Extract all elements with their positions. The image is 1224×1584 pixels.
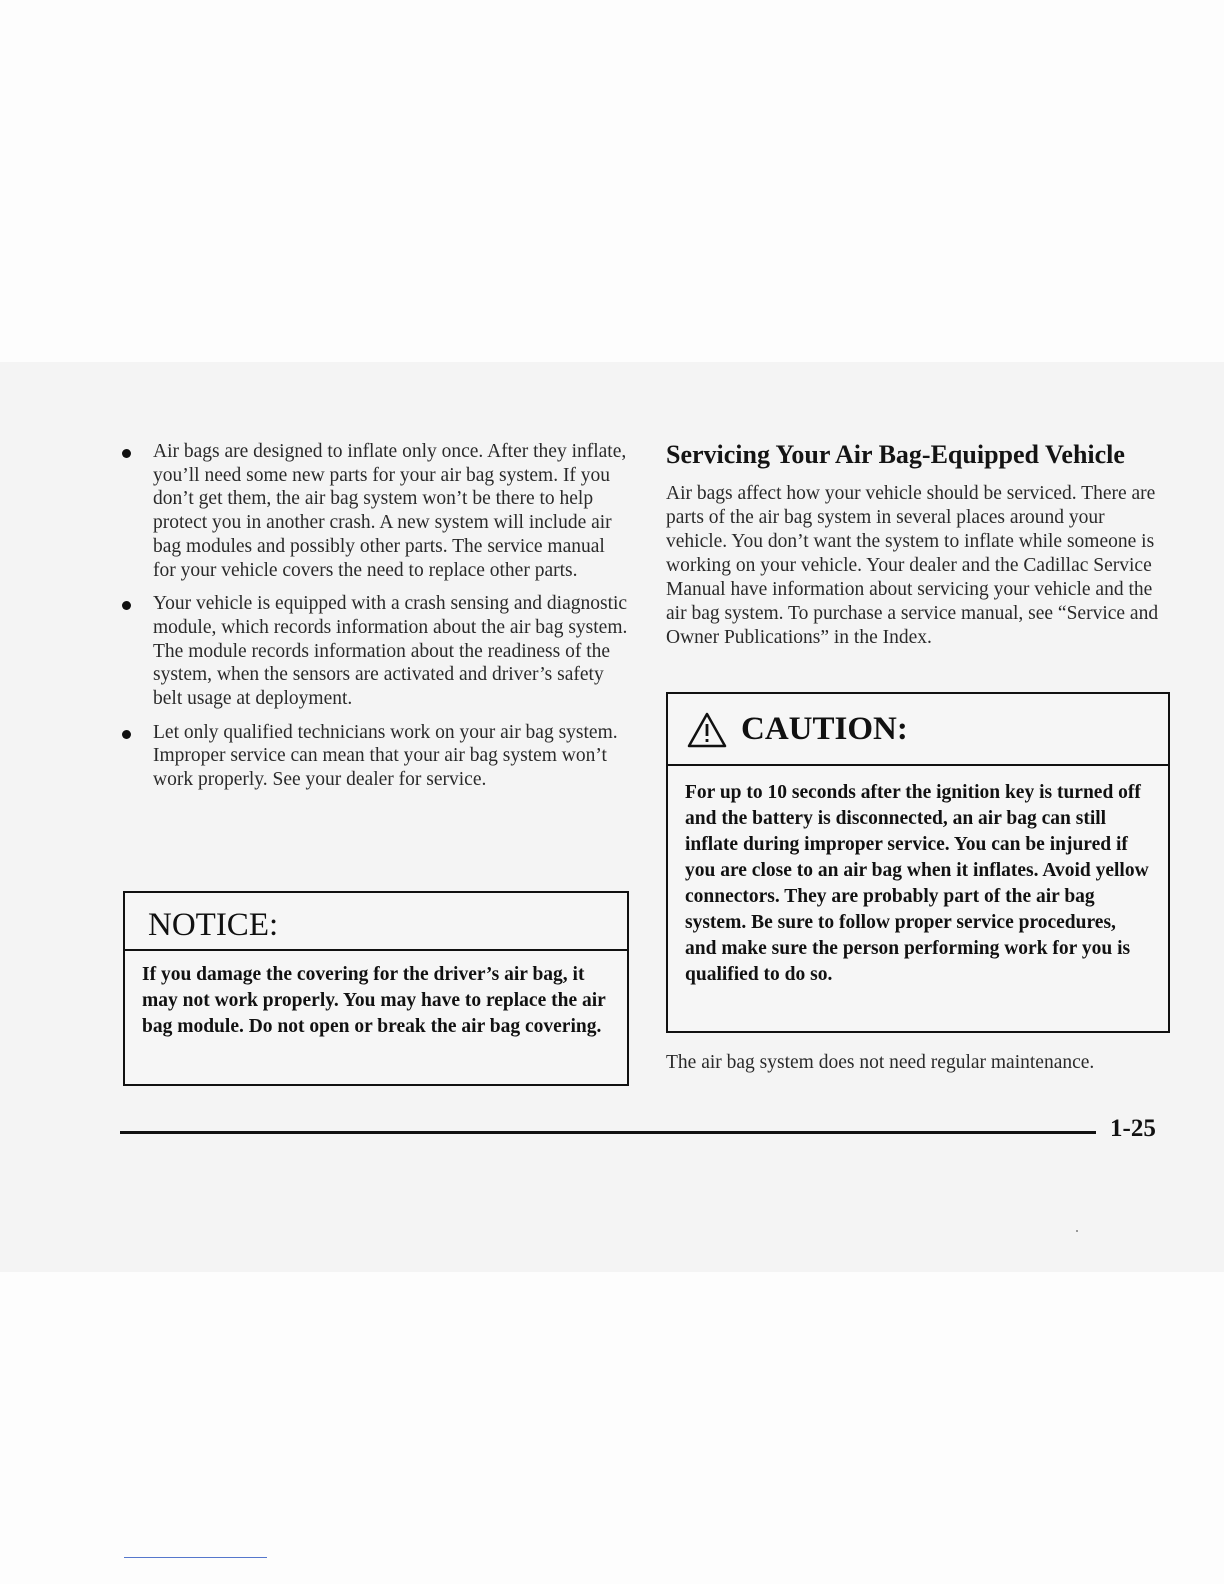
bullet-icon	[122, 601, 131, 610]
closing-sentence: The air bag system does not need regular maintenance.	[666, 1052, 1095, 1073]
section-title: Servicing Your Air Bag-Equipped Vehicle	[666, 440, 1125, 469]
notice-body: If you damage the covering for the driver’s air bag, it may not work properly. You may have to replace the air bag module. Do not open or break the air bag covering.	[142, 964, 606, 1037]
notice-box	[123, 891, 629, 1086]
left-column	[120, 440, 632, 802]
bullet-item	[120, 721, 632, 792]
notice-title: NOTICE:	[125, 893, 627, 951]
bullet-item	[120, 592, 632, 711]
caution-body: For up to 10 seconds after the ignition key is turned off and the battery is disconnected, an air bag can still inflate during improper service. You can be injured if you are close to an air bag when it inflates. Avoid yellow connectors. They are probably part of the air bag system. Be sure to follow proper service procedures, and make sure the person performing work for you is qualified to do so.	[685, 782, 1149, 985]
bottom-edge-line	[124, 1557, 267, 1558]
caution-box	[666, 692, 1170, 1033]
right-column	[666, 438, 1170, 650]
bullet-icon	[122, 449, 131, 458]
bullet-item	[120, 440, 632, 582]
scan-speck	[1076, 1230, 1078, 1232]
page-number: 1-25	[1110, 1115, 1156, 1142]
warning-triangle-icon	[687, 712, 727, 748]
bullet-text: Air bags are designed to inflate only once. After they inflate, you’ll need some new parts for your air bag system. If you don’t get them, the air bag system won’t be there to help protect you in another crash. A new system will include air bag modules and possibly other parts. The service manual for your vehicle covers the need to replace other parts.	[153, 441, 627, 581]
bullet-text: Let only qualified technicians work on your air bag system. Improper service can mean that your air bag system won’t work properly. See your dealer for service.	[153, 721, 618, 791]
bullet-list	[120, 440, 632, 792]
caution-title: CAUTION:	[741, 710, 908, 747]
caution-header	[668, 694, 1168, 766]
footer-rule	[120, 1131, 1096, 1134]
bullet-icon	[122, 730, 131, 739]
bullet-text: Your vehicle is equipped with a crash sensing and diagnostic module, which records information about the air bag system. The module records information about the readiness of the system, when the sensors are activated and driver’s safety belt usage at deployment.	[153, 593, 628, 710]
section-paragraph: Air bags affect how your vehicle should be serviced. There are parts of the air bag system in several places around your vehicle. You don’t want the system to inflate while someone is working on your vehicle. Your dealer and the Cadillac Service Manual have information about servicing your vehicle and the air bag system. To purchase a service manual, see “Service and Owner Publications” in the Index.	[666, 483, 1159, 648]
